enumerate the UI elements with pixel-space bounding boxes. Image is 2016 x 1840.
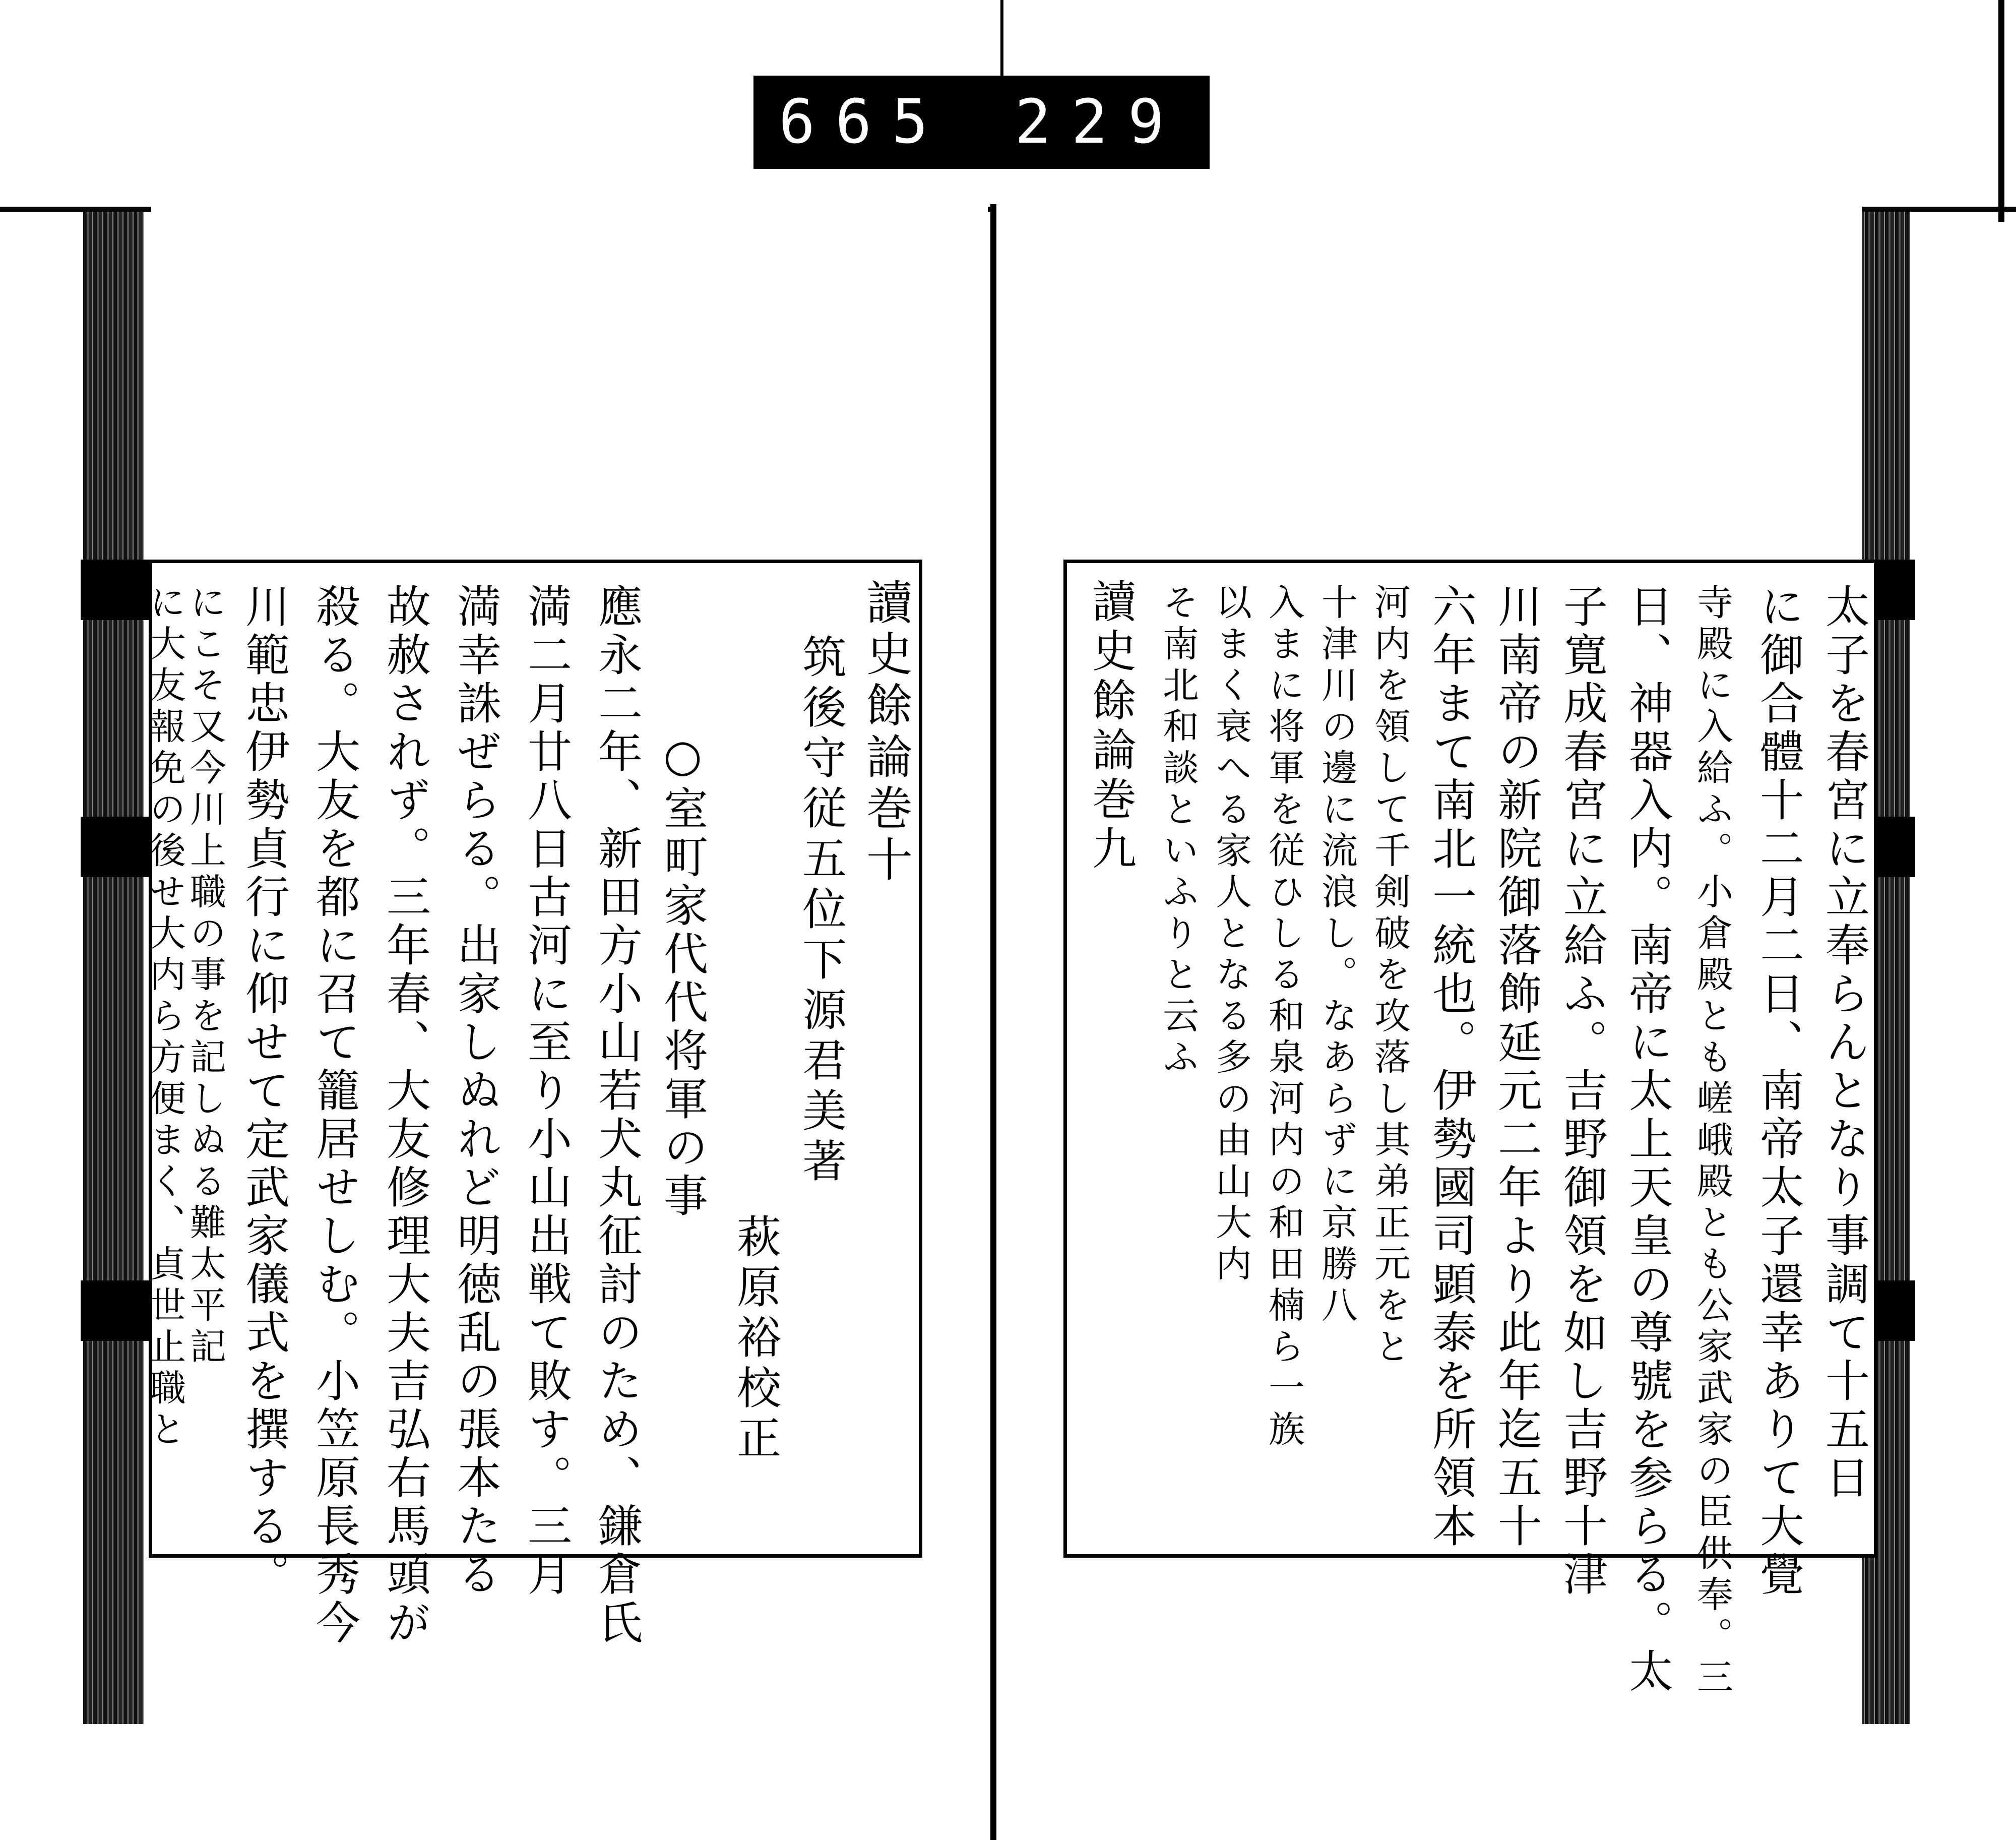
text-column: 殺る。大友を都に召て籠居せしむ。小笠原長秀今 [309,583,361,1648]
text-column: 日、神器入内。南帝に太上天皇の尊號を参らる。太 [1622,583,1674,1696]
left-text-block [144,560,922,1648]
label-number-left: 665 [779,87,949,157]
text-column: 川範忠伊勢貞行に仰せて定武家儀式を撰する。 [238,583,290,1600]
text-column: に御合體十二月二日、南帝太子還幸ありて大覺 [1753,583,1805,1600]
text-column: 應永二年、新田方小山若犬丸征討のため、鎌倉氏 [591,583,643,1648]
text-column: 以まく衰へる家人となる多の由山大内 [1210,583,1252,1286]
text-column: 故赦されず。三年春、大友修理大夫吉弘右馬頭が [380,583,431,1648]
book-gutter [990,204,996,1840]
catalog-number-label [753,76,1210,169]
text-column: にこそ又今川上職の事を記しぬる難太平記 [184,583,226,1369]
text-column: 入まに将軍を従ひしる和泉河内の和田楠ら一族 [1263,583,1305,1451]
right-frame-line [1998,0,2004,222]
label-number-right: 229 [1015,87,1184,157]
text-column: 太子を春宮に立奉らんとなり事調て十五日 [1818,583,1870,1503]
text-column: 川南帝の新院御落飾延元二年より此年迄五十 [1491,583,1543,1551]
text-column: 寺殿に入給ふ。小倉殿とも嵯峨殿とも公家武家の臣供奉。三 [1691,583,1733,1699]
footer-volume-title: 讀史餘論巻九 [1085,578,1137,875]
editor-line: 萩原裕校正 [730,1213,782,1465]
left-page-edge [83,212,144,1724]
text-column: そ南北和談といふりと云ふ [1157,583,1199,1079]
right-text-block [1063,560,1877,1699]
text-column: 満幸誅ぜらる。出家しぬれど明徳乱の張本たる [450,583,502,1600]
text-column: 六年まて南北一統也。伊勢國司顕泰を所領本 [1425,583,1477,1551]
section-heading: ○室町家代代将軍の事 [657,729,709,1221]
text-column: 子寛成春宮に立給ふ。吉野御領を如し吉野十津 [1556,583,1608,1600]
text-column: に大友報免の後せ大内ら方便まく、貞世止職と [144,583,186,1451]
text-column: 十津川の邊に流浪し。なあらずに京勝八 [1315,583,1358,1327]
author-line: 筑後守従五位下源君美著 [795,634,847,1188]
text-column: 河内を領して千剣破を攻落し其弟正元をと [1368,583,1411,1369]
center-top-line [1000,0,1003,76]
text-column: 満二月廿八日古河に至り小山出戦て敗す。三月 [521,583,573,1600]
volume-title: 讀史餘論巻十 [859,578,913,887]
